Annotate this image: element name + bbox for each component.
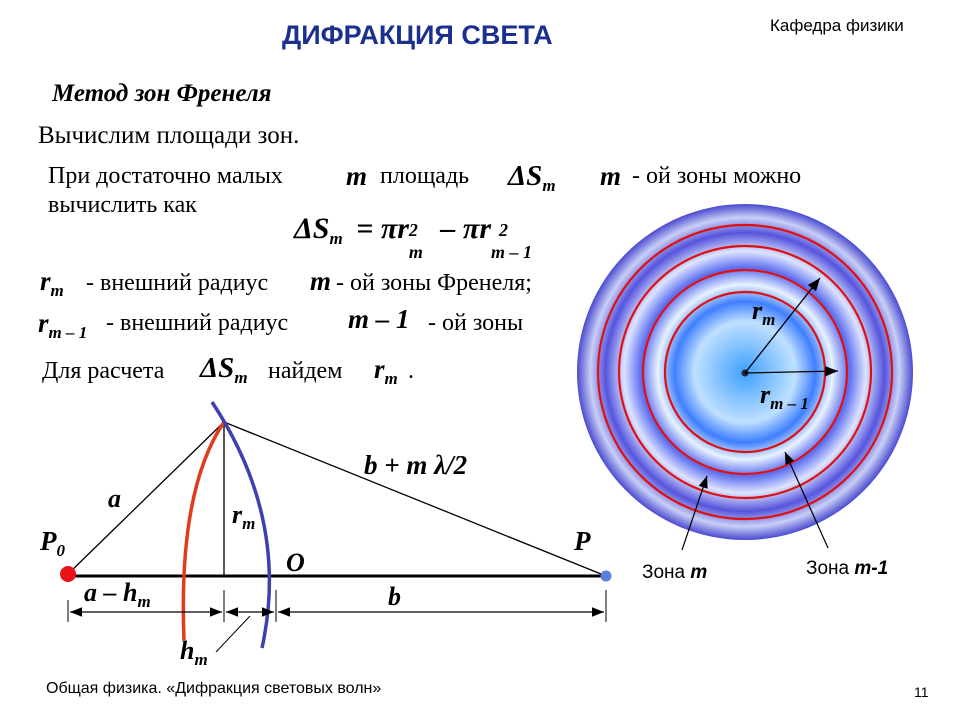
label-a: a xyxy=(108,484,121,513)
label-P0: $P_0$ xyxy=(40,526,65,560)
page-title: ДИФРАКЦИЯ СВЕТА xyxy=(282,20,553,50)
line-a xyxy=(68,422,224,574)
var-rm: $r_m$ xyxy=(40,266,64,300)
rm-description: - внешний радиус xyxy=(86,270,269,296)
delta-s-m: $\Delta S_m$ xyxy=(508,160,556,195)
label-zone-m: Зона m xyxy=(642,562,708,583)
text-line-2a: При достаточно малых xyxy=(48,163,283,189)
calc-text-b: найдем xyxy=(268,358,343,384)
rm-description-2: - ой зоны Френеля; xyxy=(336,270,532,296)
var-m-minus-1: m – 1 xyxy=(348,304,410,334)
label-zone-rm: $r_m$ xyxy=(752,296,776,329)
var-rm-2: $r_m$ xyxy=(374,354,398,388)
point-P0 xyxy=(60,566,76,582)
label-P: P xyxy=(574,526,591,556)
footer-text: Общая физика. «Дифракция световых волн» xyxy=(46,680,382,697)
rm1-description: - внешний радиус xyxy=(106,310,289,336)
label-b: b xyxy=(388,582,401,611)
label-O: O xyxy=(286,548,305,577)
label-a-minus-hm: a – $h_m$ xyxy=(84,578,151,611)
text-line-2c: - ой зоны можно xyxy=(632,163,802,189)
section-subtitle: Метод зон Френеля xyxy=(52,80,272,107)
text-line-1: Вычислим площади зон. xyxy=(38,122,300,149)
calc-dot: . xyxy=(408,358,414,384)
text-line-2b: площадь xyxy=(380,163,470,189)
label-rm-diagram: $r_m$ xyxy=(232,500,256,533)
red-wavefront xyxy=(183,422,224,640)
label-zone-m-1: Зона m-1 xyxy=(806,558,889,579)
text-line-3: вычислить как xyxy=(48,192,197,218)
point-P xyxy=(601,571,612,582)
var-rm-1: $r_{m - 1}$ xyxy=(38,308,88,342)
var-m: m xyxy=(346,161,368,191)
var-m-3: m xyxy=(310,266,332,296)
hm-leader xyxy=(216,616,250,652)
calc-text-a: Для расчета xyxy=(42,358,165,384)
label-b-plus-m-lambda: b + m λ/2 xyxy=(364,450,468,480)
rm1-description-2: - ой зоны xyxy=(428,310,524,336)
label-zone-rm1: $r_{m - 1}$ xyxy=(760,380,809,413)
var-m-2: m xyxy=(600,161,622,191)
page-number: 11 xyxy=(914,684,929,700)
label-hm: $h_m$ xyxy=(180,636,208,669)
delta-s-m-2: $\Delta S_m$ xyxy=(200,352,248,387)
department-label: Кафедра физики xyxy=(770,16,904,35)
line-b-plus xyxy=(224,422,606,576)
area-formula: $\Delta S_m = \pi r$ 2 m – πr 2 m – 1 xyxy=(294,212,533,262)
